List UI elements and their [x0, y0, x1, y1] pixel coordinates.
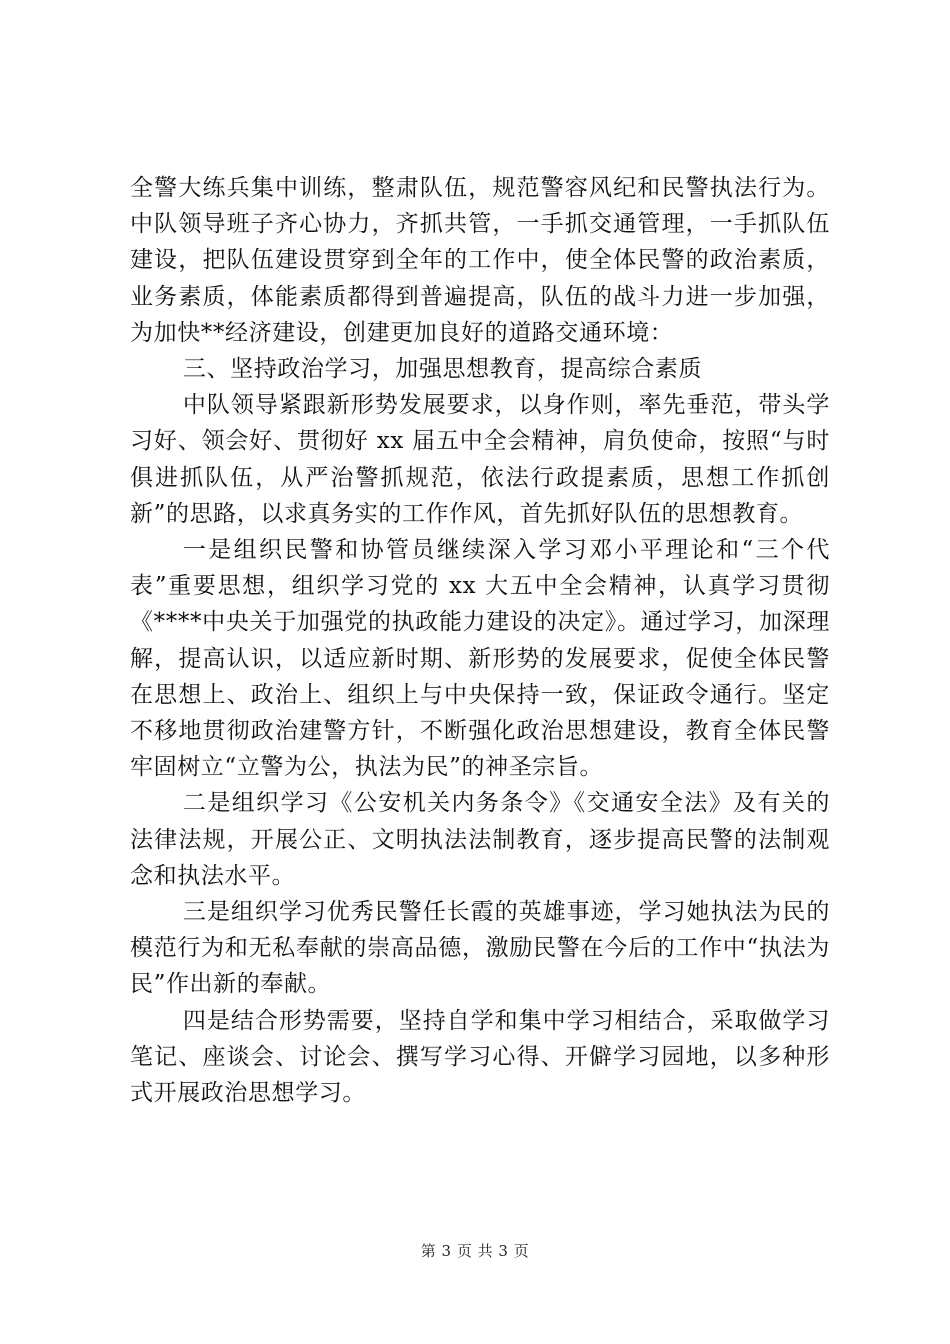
paragraph-item-two: 二是组织学习《公安机关内务条令》《交通安全法》及有关的法律法规，开展公正、文明执法法制教育，逐步提高民警的法制观念和执法水平。 — [130, 790, 830, 889]
paragraph-item-four: 四是结合形势需要，坚持自学和集中学习相结合，采取做学习笔记、座谈会、讨论会、撰写学习心得、开僻学习园地，以多种形式开展政治思想学习。 — [130, 1007, 830, 1107]
section-heading: 三、坚持政治学习，加强思想教育，提高综合素质 — [182, 356, 703, 383]
paragraph-item-one: 一是组织民警和协管员继续深入学习邓小平理论和“三个代表”重要思想，组织学习党的 xx 大五中全会精神，认真学习贯彻《****中央关于加强党的执政能力建设的决定》。通过学习，加深理解，提高认识，以适应新时期、新形势的发展要求，促使全体民警在思想上、政治上、组织上与中央保持一致，保证政令通行。坚定不移地贯彻政治建警方针，不断强化政治思想建设，教育全体民警牢固树立“立警为公，执法为民”的神圣宗旨。 — [130, 537, 830, 781]
page-number-footer: 第 3 页 共 3 页 — [420, 1242, 530, 1260]
document-body — [130, 170, 830, 1111]
paragraph-continuation: 全警大练兵集中训练，整肃队伍，规范警容风纪和民警执法行为。中队领导班子齐心协力，齐抓共管，一手抓交通管理，一手抓队伍建设，把队伍建设贯穿到全年的工作中，使全体民警的政治素质，业务素质，体能素质都得到普遍提高，队伍的战斗力进一步加强，为加快**经济建设，创建更加良好的道路交通环境： — [130, 175, 830, 346]
paragraph-item-three: 三是组织学习优秀民警任长霞的英雄事迹，学习她执法为民的模范行为和无私奉献的崇高品德，激励民警在今后的工作中“执法为民”作出新的奉献。 — [130, 899, 830, 998]
paragraph-leadership: 中队领导紧跟新形势发展要求，以身作则，率先垂范，带头学习好、领会好、贯彻好 xx 届五中全会精神，肩负使命，按照“与时俱进抓队伍，从严治警抓规范，依法行政提素质，思想工作抓创新”的思路，以求真务实的工作作风，首先抓好队伍的思想教育。 — [130, 392, 830, 527]
